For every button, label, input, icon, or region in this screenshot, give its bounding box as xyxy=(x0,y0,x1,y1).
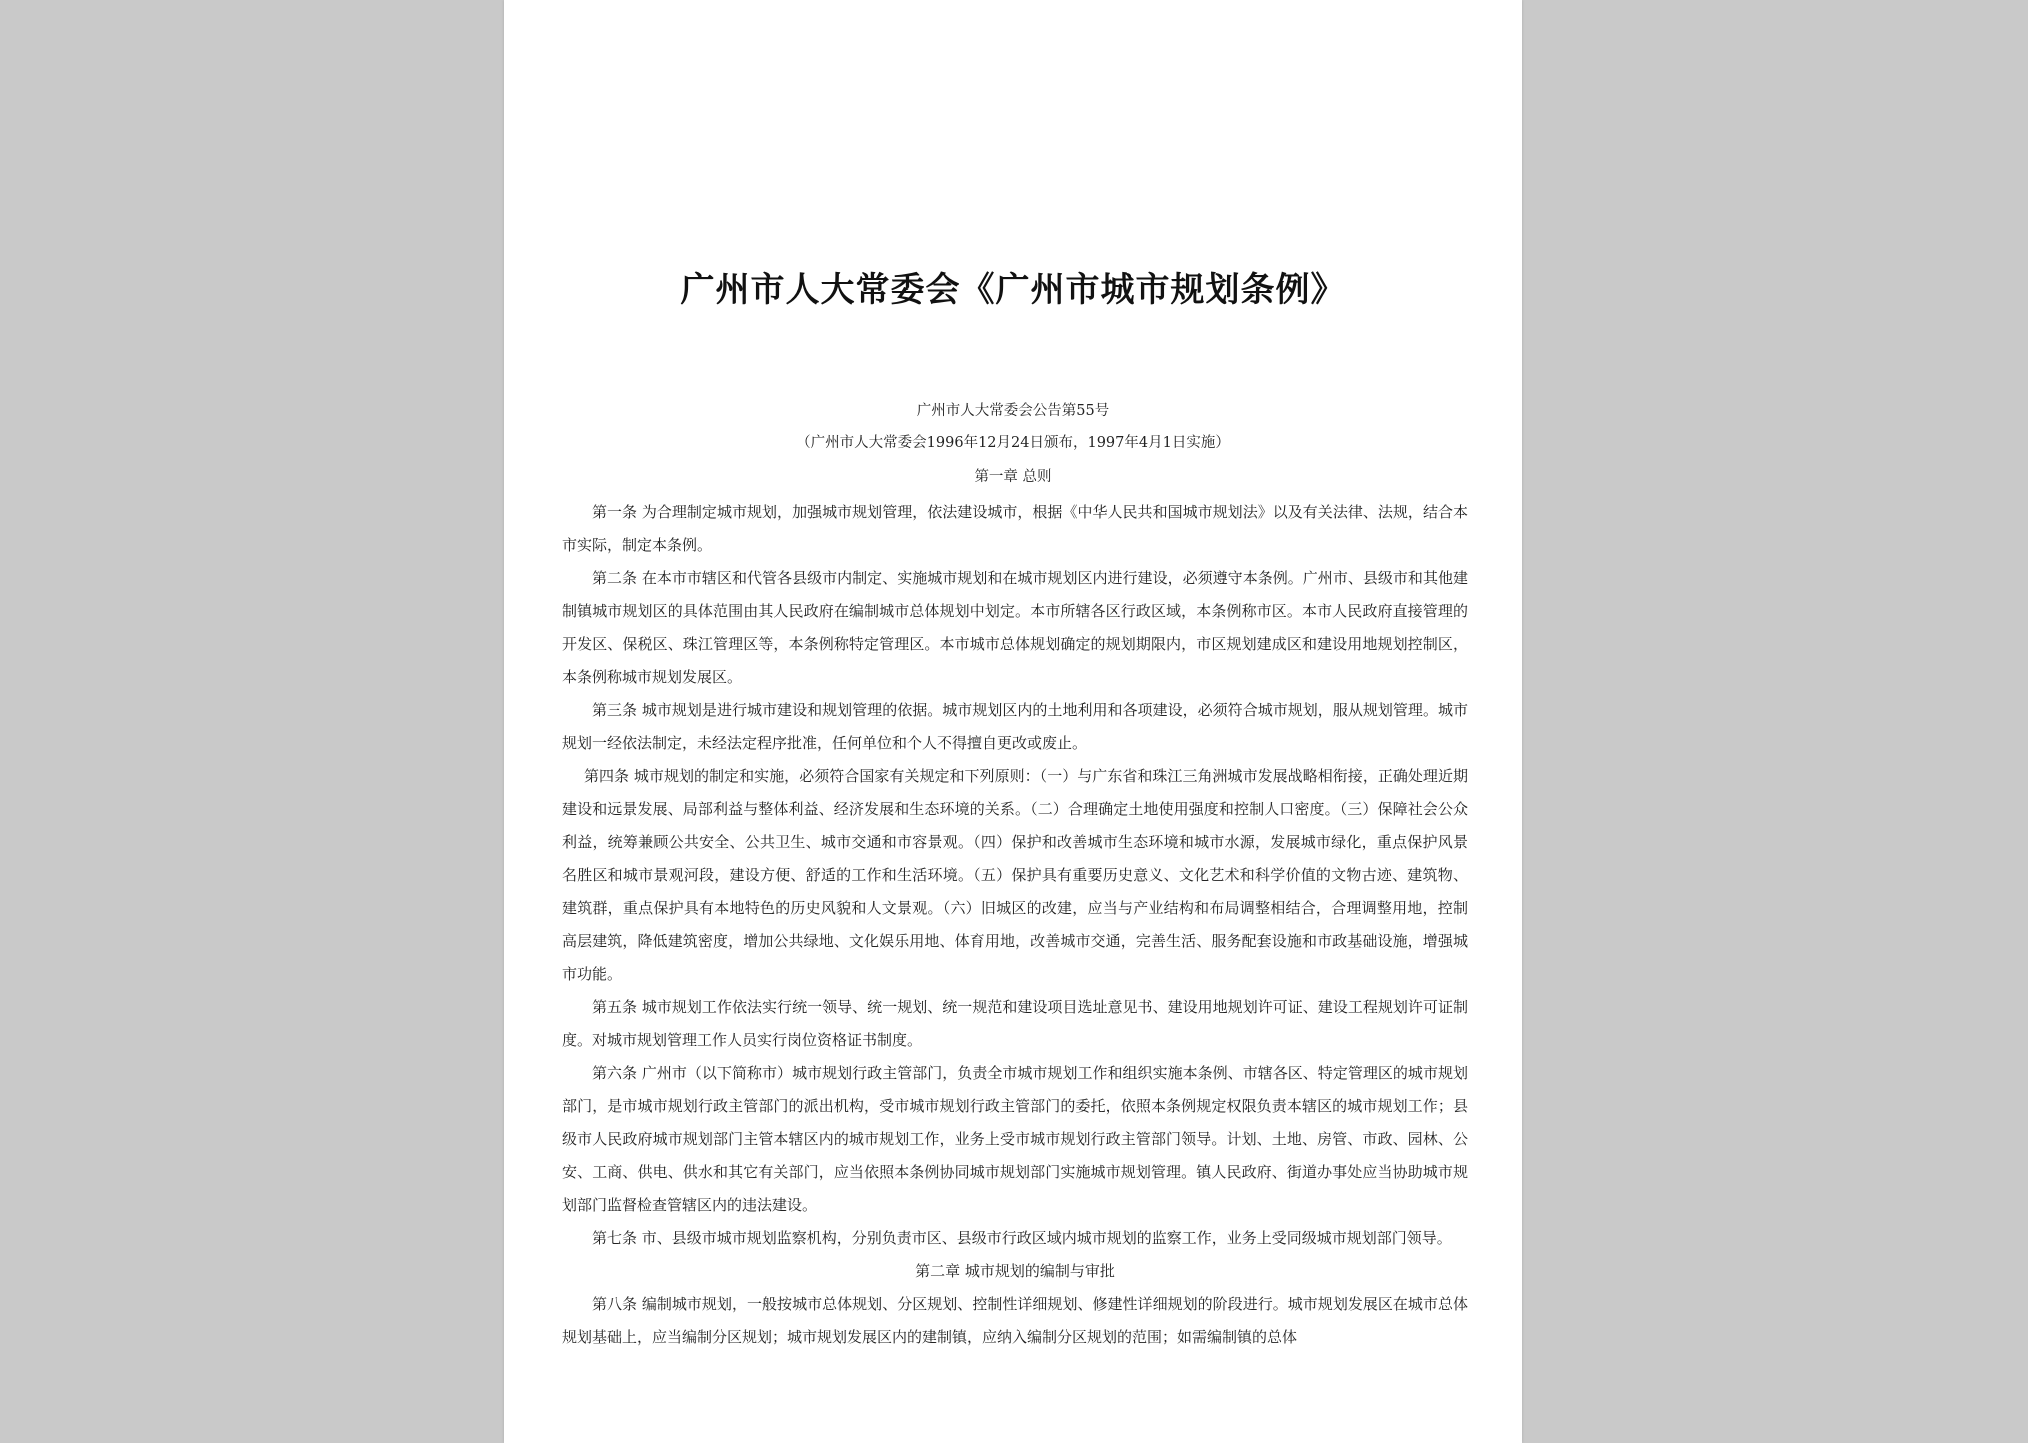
article-paragraph: 第八条 编制城市规划，一般按城市总体规划、分区规划、控制性详细规划、修建性详细规划的阶段进行。城市规划发展区在城市总体规划基础上，应当编制分区规划；城市规划发展区内的建制镇，应纳入编制分区规划的范围；如需编制镇的总体 xyxy=(562,1295,1468,1346)
article-paragraph: 第四条 城市规划的制定和实施，必须符合国家有关规定和下列原则：（一）与广东省和珠江三角洲城市发展战略相衔接，正确处理近期建设和远景发展、局部利益与整体利益、经济发展和生态环境的关系。（二）合理确定土地使用强度和控制人口密度。（三）保障社会公众利益，统筹兼顾公共安全、公共卫生、城市交通和市容景观。（四）保护和改善城市生态环境和城市水源，发展城市绿化，重点保护风景名胜区和城市景观河段，建设方便、舒适的工作和生活环境。（五）保护具有重要历史意义、文化艺术和科学价值的文物古迹、建筑物、建筑群，重点保护具有本地特色的历史风貌和人文景观。（六）旧城区的改建，应当与产业结构和布局调整相结合，合理调整用地，控制高层建筑，降低建筑密度，增加公共绿地、文化娱乐用地、体育用地，改善城市交通，完善生活、服务配套设施和市政基础设施，增强城市功能。 xyxy=(562,767,1468,983)
article-paragraph: 第二条 在本市市辖区和代管各县级市内制定、实施城市规划和在城市规划区内进行建设，必须遵守本条例。广州市、县级市和其他建制镇城市规划区的具体范围由其人民政府在编制城市总体规划中划定。本市所辖各区行政区域，本条例称市区。本市人民政府直接管理的开发区、保税区、珠江管理区等，本条例称特定管理区。本市城市总体规划确定的规划期限内，市区规划建成区和建设用地规划控制区，本条例称城市规划发展区。 xyxy=(562,569,1468,686)
article-paragraph: 第一条 为合理制定城市规划，加强城市规划管理，依法建设城市，根据《中华人民共和国城市规划法》以及有关法律、法规，结合本市实际，制定本条例。 xyxy=(562,503,1468,554)
document-page xyxy=(504,0,1522,1443)
chapter-heading: 第一章 总则 xyxy=(974,469,1052,485)
article-paragraph: 第五条 城市规划工作依法实行统一领导、统一规划、统一规范和建设项目选址意见书、建设用地规划许可证、建设工程规划许可证制度。对城市规划管理工作人员实行岗位资格证书制度。 xyxy=(562,998,1468,1049)
promulgation-dates: （广州市人大常委会1996年12月24日颁布，1997年4月1日实施） xyxy=(796,435,1230,451)
announcement-number: 广州市人大常委会公告第55号 xyxy=(916,403,1110,419)
article-paragraph: 第三条 城市规划是进行城市建设和规划管理的依据。城市规划区内的土地利用和各项建设，必须符合城市规划，服从规划管理。城市规划一经依法制定，未经法定程序批准，任何单位和个人不得擅自更改或废止。 xyxy=(562,701,1468,752)
document-title: 广州市人大常委会《广州市城市规划条例》 xyxy=(680,270,1346,310)
chapter-heading: 第二章 城市规划的编制与审批 xyxy=(915,1262,1115,1280)
article-paragraph: 第七条 市、县级市城市规划监察机构，分别负责市区、县级市行政区域内城市规划的监察工作，业务上受同级城市规划部门领导。 xyxy=(592,1229,1452,1247)
document-body xyxy=(562,496,1468,1354)
article-paragraph: 第六条 广州市（以下简称市）城市规划行政主管部门，负责全市城市规划工作和组织实施本条例、市辖各区、特定管理区的城市规划部门，是市城市规划行政主管部门的派出机构，受市城市规划行政主管部门的委托，依照本条例规定权限负责本辖区的城市规划工作；县级市人民政府城市规划部门主管本辖区内的城市规划工作，业务上受市城市规划行政主管部门领导。计划、土地、房管、市政、园林、公安、工商、供电、供水和其它有关部门，应当依照本条例协同城市规划部门实施城市规划管理。镇人民政府、街道办事处应当协助城市规划部门监督检查管辖区内的违法建设。 xyxy=(562,1064,1468,1214)
